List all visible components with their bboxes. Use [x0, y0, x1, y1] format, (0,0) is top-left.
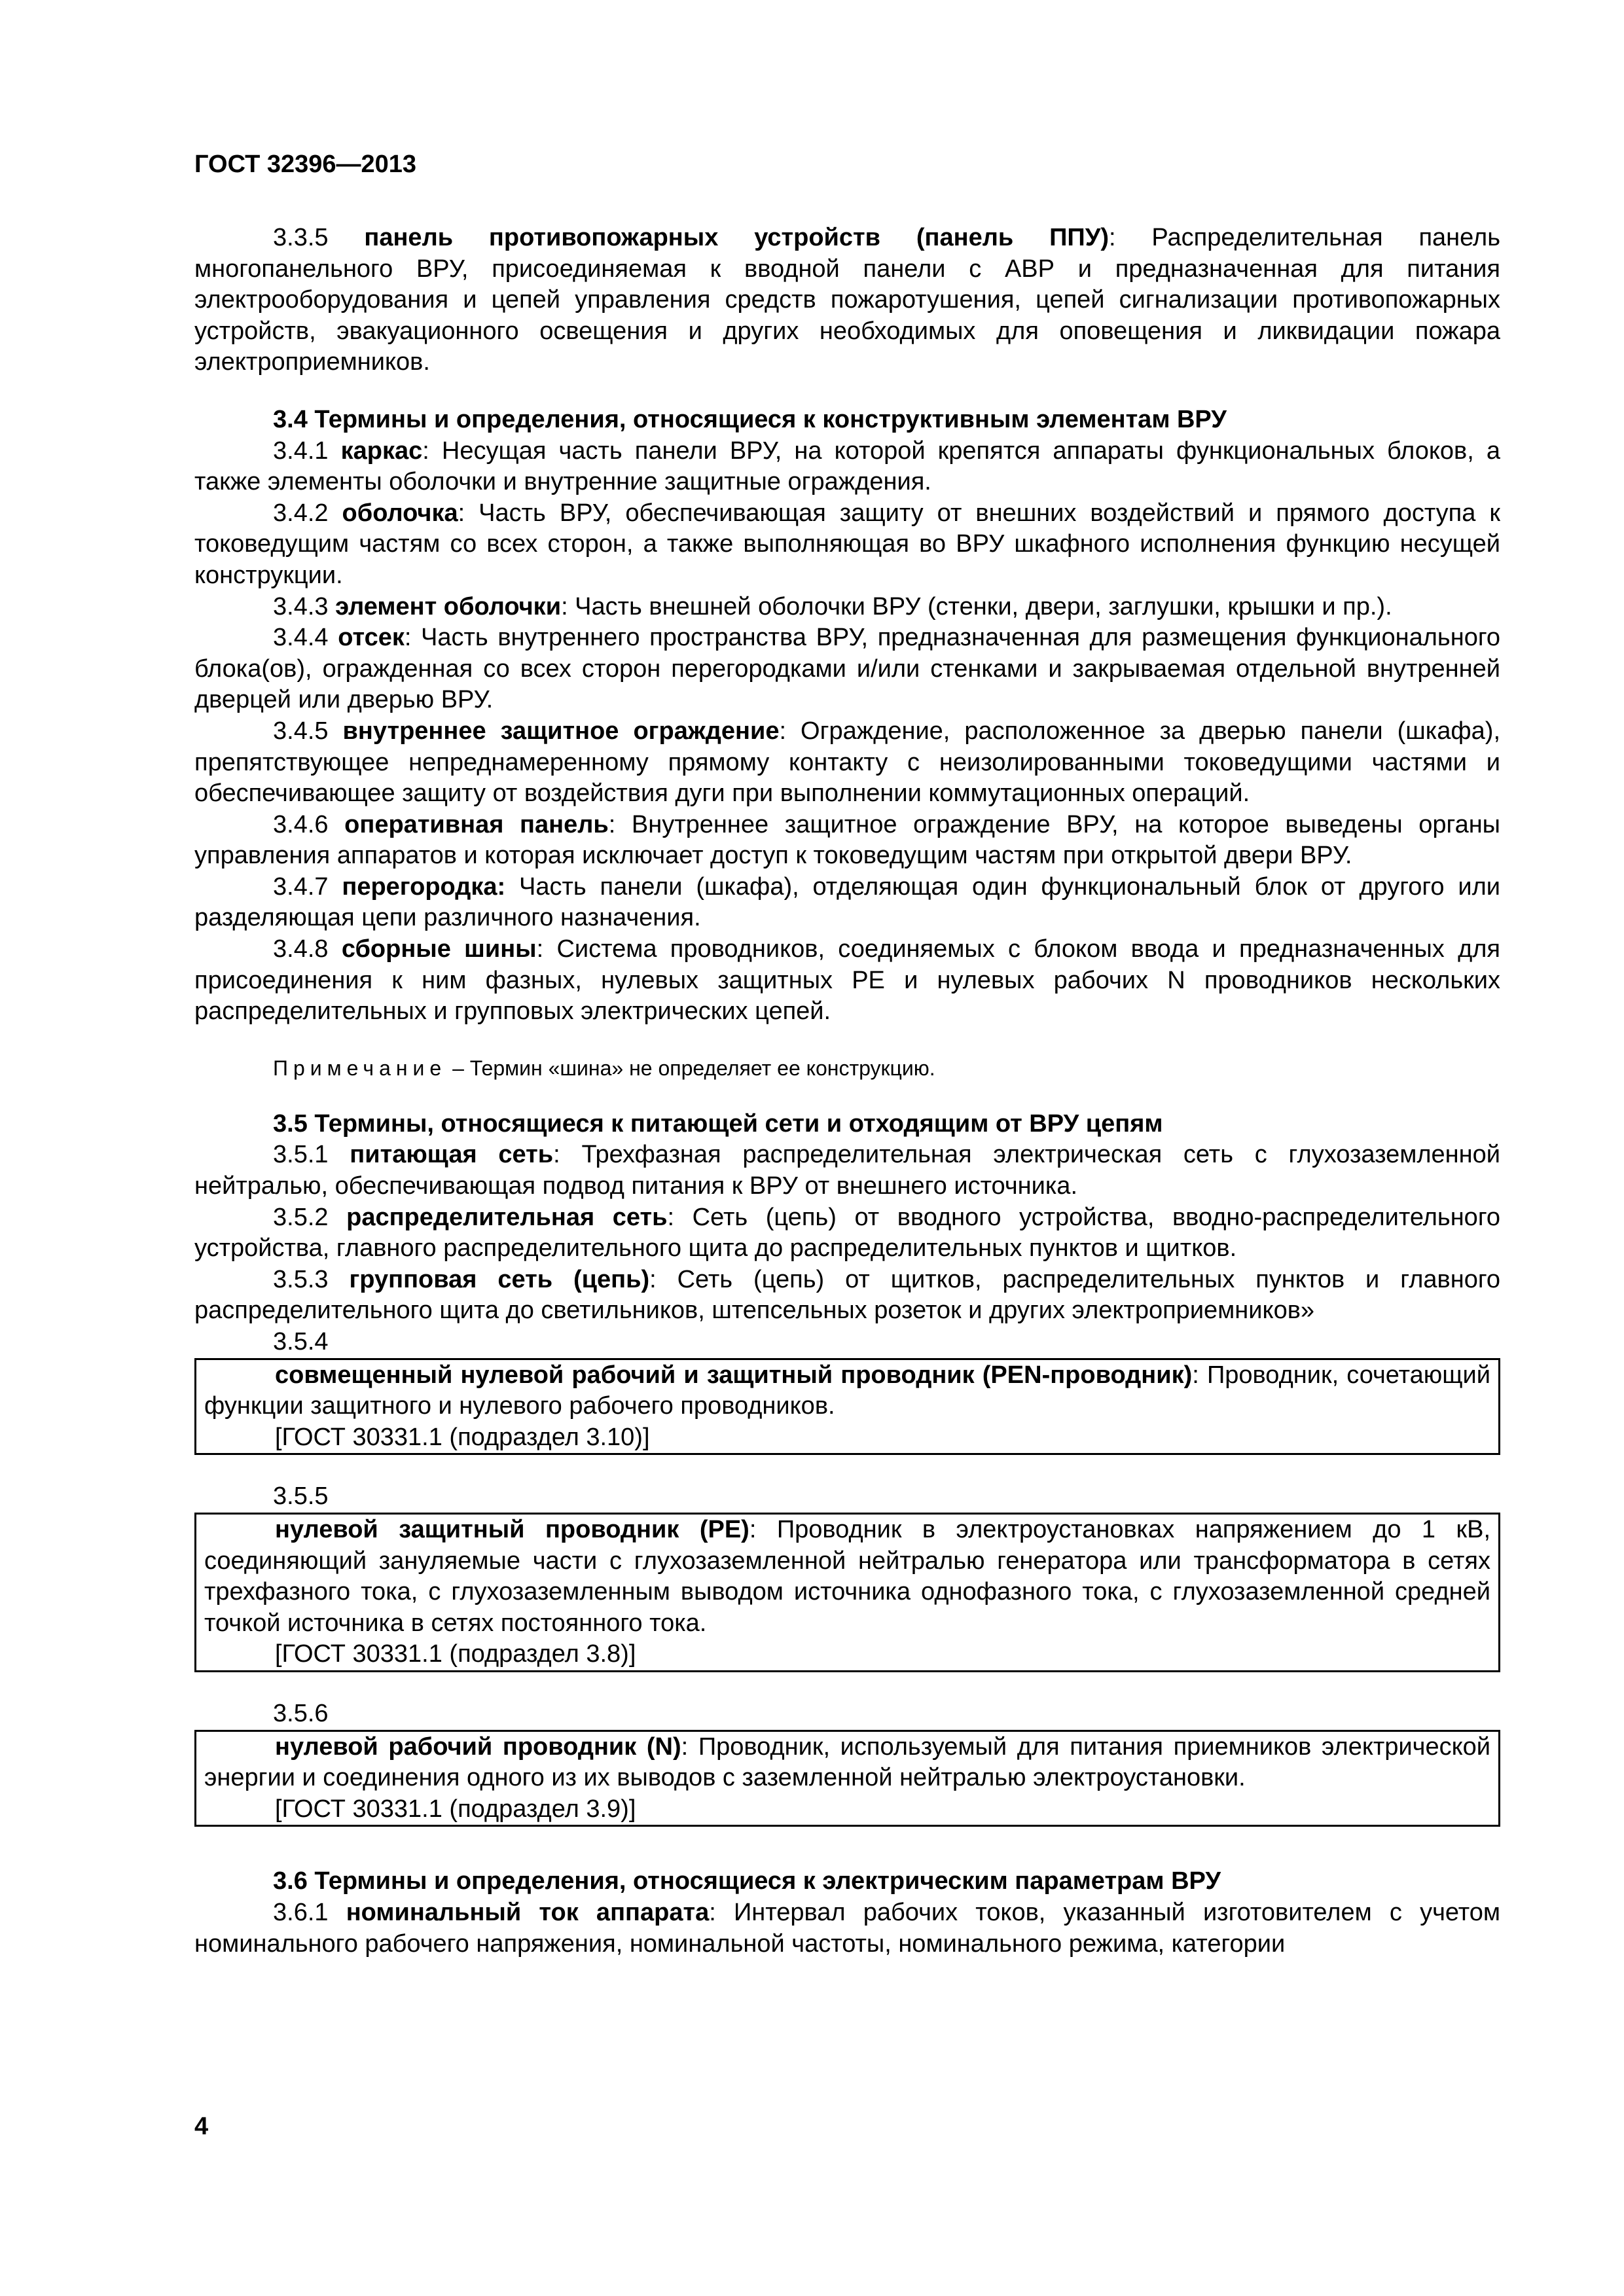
- clause-number: 3.5.2: [273, 1203, 329, 1231]
- paragraph-3-3-5: [194, 223, 1500, 378]
- spacer: [194, 378, 1500, 404]
- clause-number: 3.5.1: [273, 1141, 329, 1169]
- definition: : Интервал рабочих токов, указанный изготовителем с учетом номинального рабочего напряжения, номинальной частоты, номинального режима, категории: [194, 1898, 1501, 1958]
- term: внутреннее защитное ограждение: [342, 717, 780, 745]
- note: [194, 1054, 1500, 1083]
- source-reference: [ГОСТ 30331.1 (подраздел 3.9)]: [275, 1795, 636, 1823]
- spacer: [194, 1028, 1500, 1054]
- spacer: [194, 1827, 1500, 1866]
- definition: : Трехфазная распределительная электрическая сеть с глухозаземленной нейтралью, обеспечивающая подвод питания к ВРУ от внешнего источника.: [194, 1141, 1501, 1200]
- boxed-definition-text: [204, 1360, 1490, 1422]
- paragraph-3-4-6: [194, 810, 1500, 872]
- clause-number: 3.4.3: [273, 592, 329, 620]
- term: нулевой рабочий проводник (N): [275, 1732, 681, 1761]
- section-heading-3-4: 3.4 Термины и определения, относящиеся к конструктивным элементам ВРУ: [273, 405, 1227, 433]
- definition: : Проводник, сочетающий функции защитного и нулевого рабочего проводников.: [204, 1361, 1490, 1420]
- term: сборные шины: [341, 935, 537, 963]
- clause-number: 3.3.5: [273, 224, 329, 251]
- term: перегородка:: [342, 872, 506, 901]
- definition: : Проводник в электроустановках напряжением до 1 кВ, соединяющий зануляемые части с глухозаземленной нейтралью генератора или трансформатора в сетях трехфазного тока, с глухозаземленным выводом источника однофазного тока, с глухозаземленной средней точкой источника в сетях постоянного тока.: [204, 1515, 1491, 1637]
- spacer: [194, 1455, 1500, 1481]
- paragraph-3-4-2: [194, 498, 1500, 592]
- definition: : Несущая часть панели ВРУ, на которой крепятся аппараты функциональных блоков, а также элементы оболочки и внутренние защитные ограждения.: [194, 437, 1500, 496]
- clause-number: 3.4.2: [273, 499, 329, 527]
- spacer: [194, 1083, 1500, 1109]
- term: панель противопожарных устройств (панель ППУ): [364, 224, 1109, 251]
- term: совмещенный нулевой рабочий и защитный проводник (PEN-проводник): [275, 1361, 1193, 1389]
- term: нулевой защитный проводник (PE): [275, 1515, 749, 1543]
- document-body: [194, 223, 1500, 1960]
- section-heading-3-6: 3.6 Термины и определения, относящиеся к электрическим параметрам ВРУ: [273, 1867, 1221, 1895]
- section-heading-3-5: 3.5 Термины, относящиеся к питающей сети и отходящим от ВРУ цепям: [273, 1109, 1163, 1138]
- note-text: – Термин «шина» не определяет ее конструкцию.: [446, 1056, 935, 1080]
- clause-number: 3.4.7: [273, 872, 329, 901]
- source-reference: [ГОСТ 30331.1 (подраздел 3.8)]: [275, 1640, 636, 1668]
- paragraph-3-4-1: [194, 436, 1500, 498]
- definition: : Ограждение, расположенное за дверью панели (шкафа), препятствующее непреднамеренному прямому контакту с неизолированными токоведущими частями и обеспечивающее защиту от воздействия дуги при выполнении коммутационных операций.: [194, 717, 1500, 808]
- clause-number: 3.4.8: [273, 935, 329, 963]
- term: групповая сеть (цепь): [349, 1265, 650, 1293]
- paragraph-3-4-5: [194, 716, 1500, 810]
- clause-number: 3.5.3: [273, 1265, 329, 1293]
- definition: : Часть ВРУ, обеспечивающая защиту от внешних воздействий и прямого доступа к токоведущим частям со всех сторон, а также выполняющая во ВРУ шкафного исполнения функцию несущей конструкции.: [194, 499, 1501, 589]
- definition: : Сеть (цепь) от щитков, распределительных пунктов и главного распределительного щита до светильников, штепсельных розеток и других электроприемников»: [194, 1265, 1501, 1325]
- paragraph-3-5-1: [194, 1139, 1500, 1202]
- boxed-definition-text: [204, 1732, 1490, 1794]
- boxed-definition-3-5-5: [194, 1513, 1500, 1672]
- document-header: ГОСТ 32396—2013: [194, 151, 417, 178]
- definition: : Часть внутреннего пространства ВРУ, предназначенная для размещения функционального блока(ов), огражденная со всех сторон перегородками и/или стенками и закрываемая отдельной внутренней дверцей или дверью ВРУ.: [194, 624, 1500, 714]
- definition: : Часть внешней оболочки ВРУ (стенки, двери, заглушки, крышки и пр.).: [561, 592, 1392, 620]
- paragraph-3-4-3: [194, 592, 1500, 623]
- definition: : Внутреннее защитное ограждение ВРУ, на которое выведены органы управления аппаратов и которая исключает доступ к токоведущим частям при открытой двери ВРУ.: [194, 810, 1500, 870]
- paragraph-3-5-3: [194, 1265, 1500, 1327]
- term: элемент оболочки: [335, 592, 562, 620]
- definition: Часть панели (шкафа), отделяющая один функциональный блок от другого или разделяющая цепи различного назначения.: [194, 872, 1501, 932]
- definition: : Система проводников, соединяемых с блоком ввода и предназначенных для присоединения к ним фазных, нулевых защитных PE и нулевых рабочих N проводников нескольких распределительных и групповых электрических цепей.: [194, 935, 1500, 1026]
- term: номинальный ток аппарата: [346, 1898, 710, 1926]
- boxed-definition-3-5-6: [194, 1730, 1500, 1827]
- note-label: Примечание: [273, 1056, 447, 1080]
- source-reference: [ГОСТ 30331.1 (подраздел 3.10)]: [275, 1423, 650, 1451]
- term: питающая сеть: [350, 1141, 554, 1169]
- paragraph-3-6-1: [194, 1897, 1500, 1960]
- term: отсек: [338, 624, 405, 652]
- boxed-definition-text: [204, 1515, 1490, 1639]
- clause-number-3-5-6: 3.5.6: [273, 1699, 329, 1727]
- definition: : Проводник, используемый для питания приемников электрической энергии и соединения одного из их выводов с заземленной нейтралью электроустановки.: [204, 1732, 1490, 1792]
- paragraph-3-4-7: [194, 872, 1500, 934]
- definition: : Распределительная панель многопанельного ВРУ, присоединяемая к вводной панели с АВР и предназначенная для питания электрооборудования и цепей управления средств пожаротушения, цепей сигнализации противопожарных устройств, эвакуационного освещения и других необходимых для оповещения и ликвидации пожара электроприемников.: [194, 224, 1501, 376]
- definition: : Сеть (цепь) от вводного устройства, вводно-распределительного устройства, главного распределительного щита до распределительных пунктов и щитков.: [194, 1203, 1500, 1263]
- clause-number: 3.4.1: [273, 437, 329, 465]
- clause-number: 3.4.5: [273, 717, 329, 745]
- clause-number: 3.4.6: [273, 810, 329, 838]
- term: распределительная сеть: [346, 1203, 668, 1231]
- boxed-definition-3-5-4: [194, 1358, 1500, 1456]
- paragraph-3-4-8: [194, 934, 1500, 1028]
- page-number: 4: [194, 2113, 209, 2140]
- clause-number-3-5-5: 3.5.5: [273, 1482, 329, 1511]
- paragraph-3-5-2: [194, 1202, 1500, 1265]
- spacer: [194, 1672, 1500, 1698]
- paragraph-3-4-4: [194, 622, 1500, 716]
- clause-number: 3.4.4: [273, 624, 329, 652]
- term: каркас: [340, 437, 423, 465]
- term: оперативная панель: [344, 810, 609, 838]
- term: оболочка: [342, 499, 458, 527]
- clause-number: 3.6.1: [273, 1898, 329, 1926]
- clause-number-3-5-4: 3.5.4: [273, 1328, 329, 1355]
